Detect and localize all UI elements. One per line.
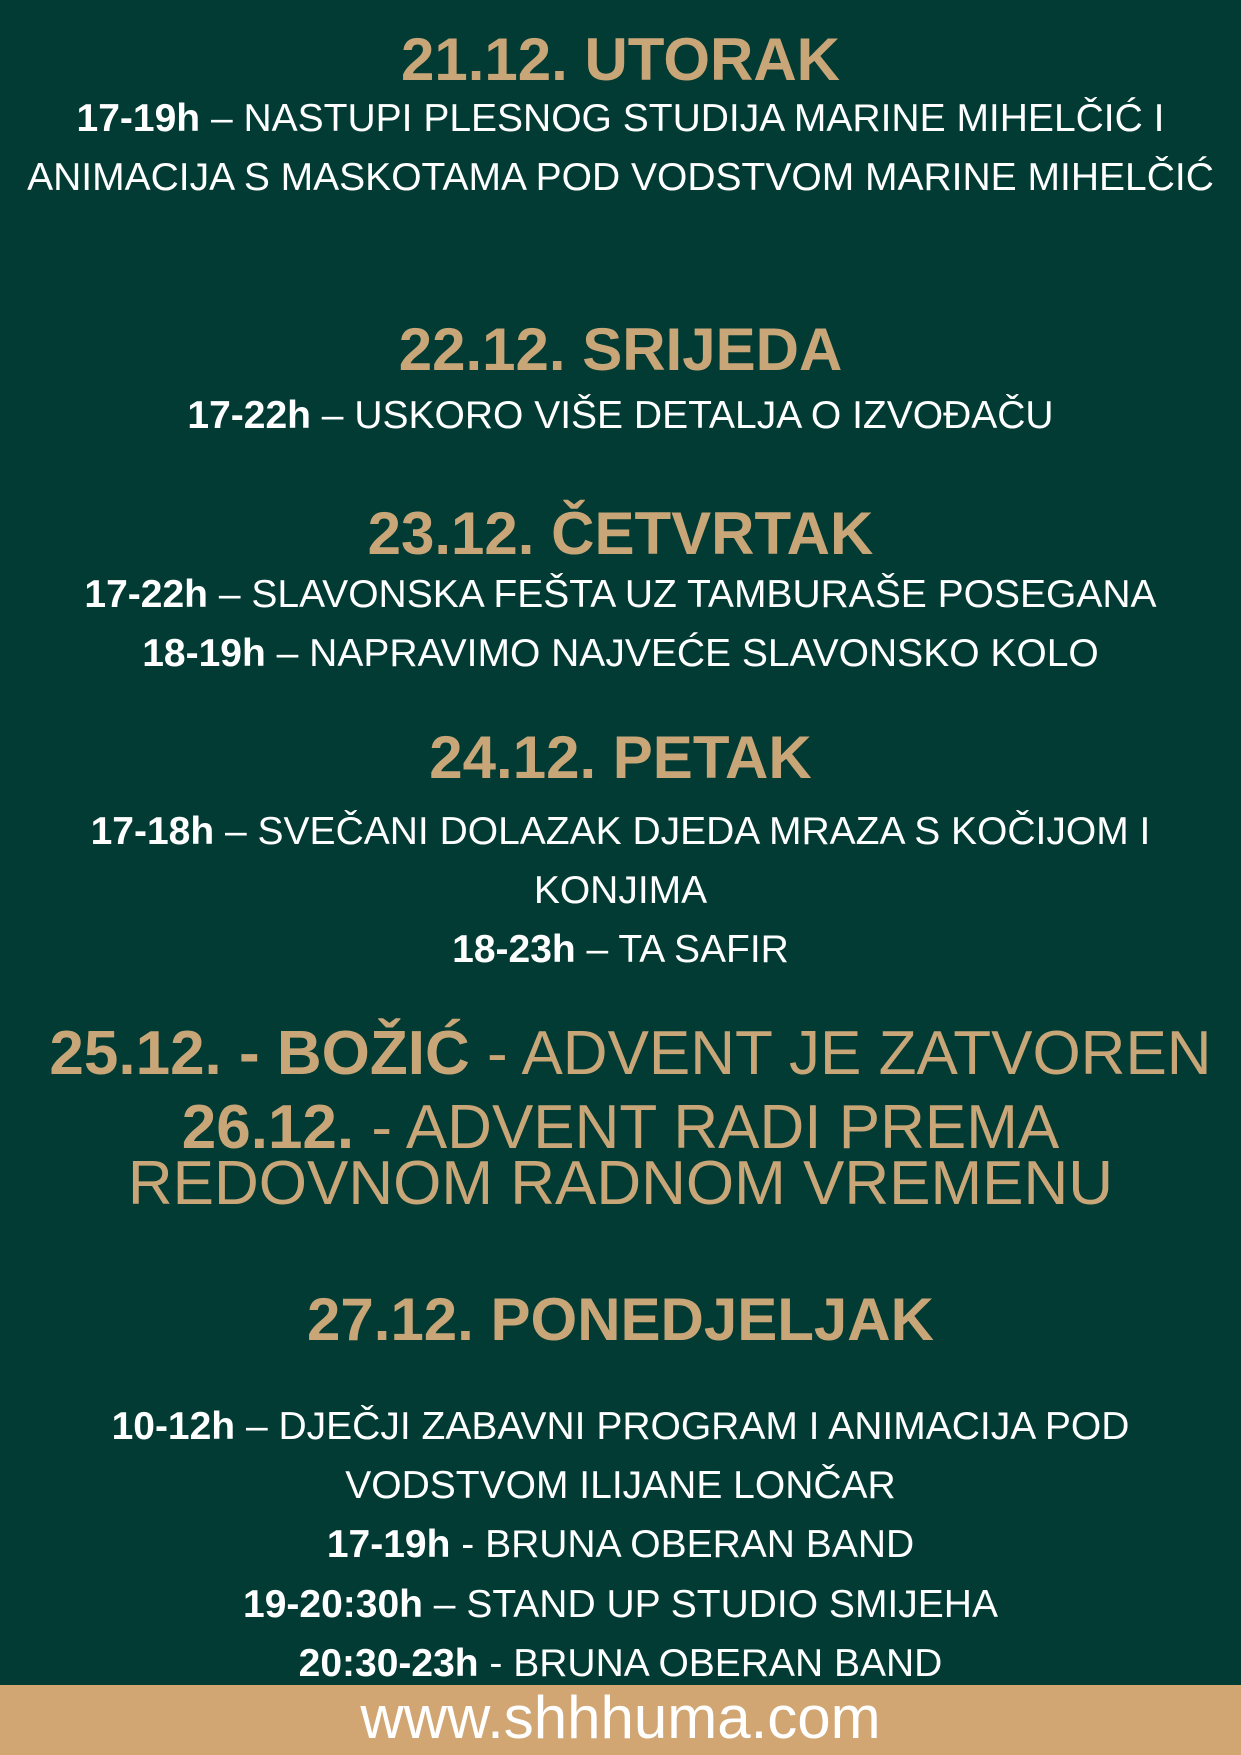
notice-date: 25.12. - BOŽIĆ <box>49 1019 470 1088</box>
event-time: 17-19h <box>326 1523 451 1566</box>
event-time: 17-19h <box>76 97 201 140</box>
event-text: - BRUNA OBERAN BAND <box>478 1642 943 1685</box>
event-text: – SVEČANI DOLAZAK DJEDA MRAZA S KOČIJOM I KONJIMA <box>214 810 1151 912</box>
event-line <box>20 1575 1221 1634</box>
hours-notice <box>90 1093 1151 1218</box>
day-title: 24.12. PETAK <box>429 724 812 791</box>
day-title: 27.12. PONEDJELJAK <box>307 1286 934 1353</box>
event-line <box>40 1397 1201 1515</box>
event-time: 18-23h <box>452 928 576 971</box>
event-time: 20:30-23h <box>298 1642 479 1685</box>
event-time: 17-22h <box>187 394 311 437</box>
event-line <box>30 802 1211 920</box>
event-line <box>20 565 1221 624</box>
event-text: - BRUNA OBERAN BAND <box>450 1523 915 1566</box>
event-time: 17-22h <box>84 573 208 616</box>
day-title: 21.12. UTORAK <box>400 26 841 93</box>
event-text: – TA SAFIR <box>575 928 789 971</box>
day-title: 23.12. ČETVRTAK <box>367 500 874 567</box>
footer-band <box>0 1685 1241 1755</box>
event-time: 18-19h <box>142 632 266 675</box>
event-text: – NAPRAVIMO NAJVEĆE SLAVONSKO KOLO <box>265 632 1099 675</box>
event-text: – DJEČJI ZABAVNI PROGRAM I ANIMACIJA POD VODSTVOM ILIJANE LONČAR <box>235 1405 1130 1507</box>
event-text: – STAND UP STUDIO SMIJEHA <box>422 1583 998 1626</box>
notice-text: - ADVENT RADI PREMA REDOVNOM RADNOM VREMENU <box>127 1093 1114 1218</box>
website-link[interactable]: www.shhhuma.com <box>360 1684 881 1751</box>
event-time: 10-12h <box>111 1405 236 1448</box>
event-time: 17-18h <box>90 810 215 853</box>
closed-notice <box>20 1019 1241 1088</box>
event-line <box>20 1515 1221 1574</box>
event-text: – NASTUPI PLESNOG STUDIJA MARINE MIHELČIĆ I ANIMACIJA S MASKOTAMA POD VODSTVOM MARINE MIHELČIĆ <box>27 97 1214 199</box>
event-line <box>20 624 1221 683</box>
day-title: 22.12. SRIJEDA <box>398 316 843 383</box>
notice-date: 26.12. <box>181 1093 355 1162</box>
event-time: 19-20:30h <box>243 1583 423 1626</box>
event-line <box>20 920 1221 979</box>
event-line <box>20 386 1221 445</box>
event-line <box>20 89 1221 207</box>
event-text: – SLAVONSKA FEŠTA UZ TAMBURAŠE POSEGANA <box>208 573 1157 616</box>
notice-text: - ADVENT JE ZATVOREN <box>469 1019 1212 1088</box>
event-text: – USKORO VIŠE DETALJA O IZVOĐAČU <box>310 394 1054 437</box>
